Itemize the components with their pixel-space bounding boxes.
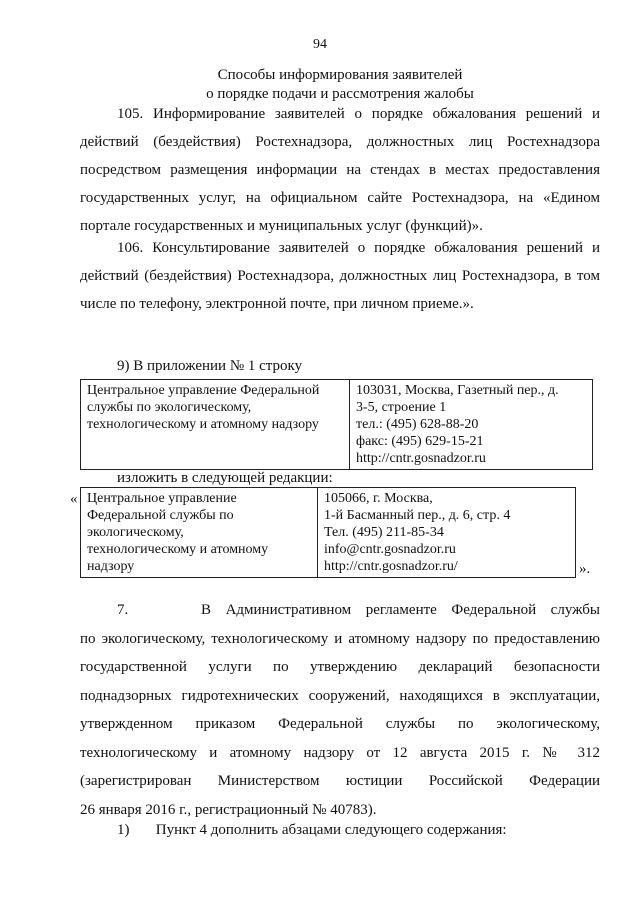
restate-text: изложить в следующей редакции: bbox=[117, 470, 333, 486]
new-contact-line: 1-й Басманный пер., д. 6, стр. 4 bbox=[324, 508, 511, 523]
paragraph-7-line: утвержденном приказом Федеральной службы по экологическому, bbox=[80, 716, 600, 732]
page-number: 94 bbox=[313, 37, 327, 52]
old-contact-line: тел.: (495) 628-88-20 bbox=[356, 417, 479, 432]
paragraph-7-line: поднадзорных гидротехнических сооружений, находящихся в эксплуатации, bbox=[80, 687, 600, 704]
new-name-line: Центральное управление bbox=[87, 491, 237, 506]
paragraph-105: 105. Информирование заявителей о порядке обжалования решений и действий (бездействия) Ростехнадзора, должностных лиц Ростехнадзора посредством размещения информации на стендах в местах предоставления государственных услуг, на официальном сайте Ростехнадзора, на «Едином портале государственных и муниципальных услуг (функций)». bbox=[80, 106, 600, 234]
new-name-line: технологическому и атомному bbox=[87, 542, 269, 557]
old-contact-line: 3-5, строение 1 bbox=[356, 400, 447, 415]
section-title-line-1: Способы информирования заявителей bbox=[217, 67, 463, 83]
new-contact-line: 105066, г. Москва, bbox=[324, 491, 433, 506]
new-contact-table bbox=[80, 487, 576, 578]
new-row-name-cell bbox=[81, 488, 318, 578]
new-row-contact-cell bbox=[318, 488, 576, 578]
open-quote: « bbox=[70, 491, 78, 507]
paragraph-7-line: 7. В Административном регламенте Федеральной службы bbox=[117, 602, 600, 618]
paragraph-7-line: по экологическому, технологическому и атомному надзору по предоставлению bbox=[80, 630, 600, 647]
old-contact-line: факс: (495) 629-15-21 bbox=[356, 434, 484, 449]
old-row-name-cell bbox=[81, 380, 350, 470]
old-contact-line: 103031, Москва, Газетный пер., д. bbox=[356, 383, 559, 398]
paragraph-7-line: (зарегистрирован Министерством юстиции Российской Федерации bbox=[80, 773, 600, 789]
close-quote: ». bbox=[579, 561, 591, 577]
section-title-line-2: о порядке подачи и рассмотрения жалобы bbox=[206, 86, 474, 102]
paragraph-106: 106. Консультирование заявителей о порядке обжалования решений и действий (бездействия) Ростехнадзора, должностных лиц Ростехнадзора, в том числе по телефону, электронной почте, при личном приеме.». bbox=[80, 240, 600, 312]
old-name-line: технологическому и атомному надзору bbox=[87, 417, 319, 432]
old-contact-line: http://cntr.gosnadzor.ru bbox=[356, 451, 486, 466]
new-name-line: Федеральной службы по bbox=[87, 508, 234, 523]
table-row bbox=[81, 488, 576, 578]
paragraph-7 bbox=[80, 596, 600, 824]
item-9-text: 9) В приложении № 1 строку bbox=[117, 358, 303, 374]
old-name-line: Центральное управление Федеральной bbox=[87, 383, 320, 398]
new-contact-line: http://cntr.gosnadzor.ru/ bbox=[324, 559, 458, 574]
old-contact-table bbox=[80, 379, 593, 470]
paragraph-7-line: технологическому и атомному надзору от 12 августа 2015 г. № 312 bbox=[80, 744, 600, 761]
old-row-contact-cell bbox=[350, 380, 593, 470]
old-name-line: службы по экологическому, bbox=[87, 400, 252, 415]
section-title bbox=[80, 66, 600, 104]
table-row bbox=[81, 380, 593, 470]
new-contact-line: info@cntr.gosnadzor.ru bbox=[324, 542, 456, 557]
new-name-line: надзору bbox=[87, 559, 135, 574]
paragraph-7-line: 26 января 2016 г., регистрационный № 40783). bbox=[80, 801, 377, 818]
item-1-text: 1) Пункт 4 дополнить абзацами следующего содержания: bbox=[117, 822, 507, 838]
new-name-line: экологическому, bbox=[87, 525, 184, 540]
new-contact-line: Тел. (495) 211-85-34 bbox=[324, 525, 444, 540]
paragraph-7-line: государственной услуги по утверждению деклараций безопасности bbox=[80, 659, 600, 675]
